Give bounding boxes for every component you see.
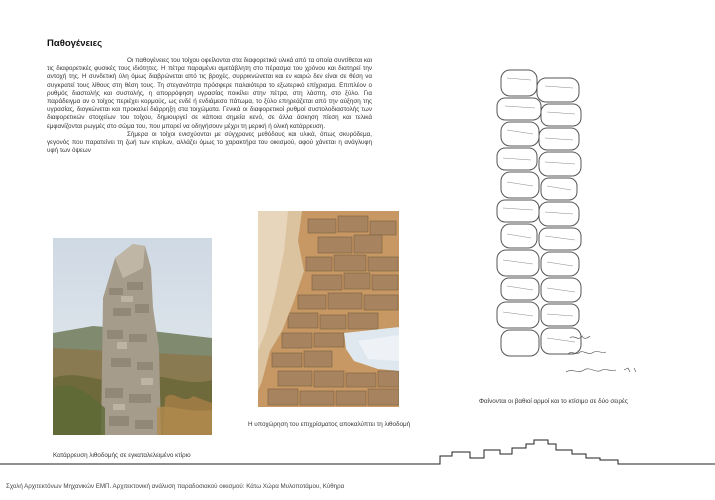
page-title: Παθογένειες [47, 38, 103, 49]
footer-text: Σχολή Αρχιτεκτόνων Μηχανικών ΕΜΠ. Αρχιτεκτονική ανάλυση παραδοσιακού οικισμού: Κάτω Χώρα Μυλοποτάμου, Κύθηρα [6, 483, 345, 490]
body-text [47, 57, 372, 155]
paragraph-2: Σήμερα οι τοίχοι ενισχύονται με σύγχρονες μεθόδους και υλικά, όπως σκυρόδεμα, γεγονός που παρατείνει τη ζωή των κτιρίων, αλλάζει όμως το χαρακτήρα του οικισμού, αφού χάνεται η ανάγλυφη υφή των όψεων [47, 130, 372, 155]
paragraph-1: Οι παθογένειες του τοίχου οφείλονται στα διαφορετικά υλικά από τα οποία συντίθεται και τις διαφορετικές φυσικές τους ιδιότητες. Η πέτρα παραμένει αμετάβλητη στο πέρασμα του χρόνου και διατηρεί την αντοχή της. Η συνδετική ύλη όμως διαβρώνεται από τις βροχές, συρρικνώνεται και εν καιρώ δεν είναι σε θέση να συγκρατεί τους λίθους στη θέση τους. Τη στεγανότητα πρόσφερε παλαιότερα το εξωτερικό επίχρισμα. Επιπλέον ο ρυθμός διαστολής και συστολής, η απορρόφηση υγρασίας ποικίλει στην πέτρα, στη λάσπη, στο ξύλο. Για παράδειγμα αν ο τοίχος περιέχει κορμούς, ως ενδέ ή ενδιάμεσο πάτωμα, το ξύλο επηρεάζεται από την αύξηση της υγρασίας, διογκώνεται και προκαλεί διάρρηξη στα τοιχώματα. Γενικά οι διαφορετικοί ρυθμοί συστολοδιαστολής των διαφορετικών στοιχείων του τοίχου, δημιουργεί σε κάποια σημεία κενό, σε άλλα άσκηση πίεση και τελικά εμφανίζονται ρωγμές στο σώμα του, που μπορεί να οδηγήσουν μέχρι τη μερική ή ολική κατάρρευση. [47, 57, 372, 130]
village-skyline-line [0, 436, 715, 466]
handwritten-signature [566, 332, 646, 382]
photo1-caption: Κατάρρευση λιθοδομής σε εγκαταλελειμένο κτίριο [53, 452, 191, 459]
stone-wall-sketch [493, 68, 588, 366]
photo2-caption: Η υποχώρηση του επιχρίσματος αποκαλύπτει τη λιθοδομή [248, 421, 411, 428]
sketch-caption: Φαίνονται οι βαθιοί αρμοί και το κτίσιμο σε δύο σειρές [479, 398, 628, 405]
plaster-receding-photo [258, 211, 399, 407]
collapsed-wall-photo [53, 238, 212, 435]
